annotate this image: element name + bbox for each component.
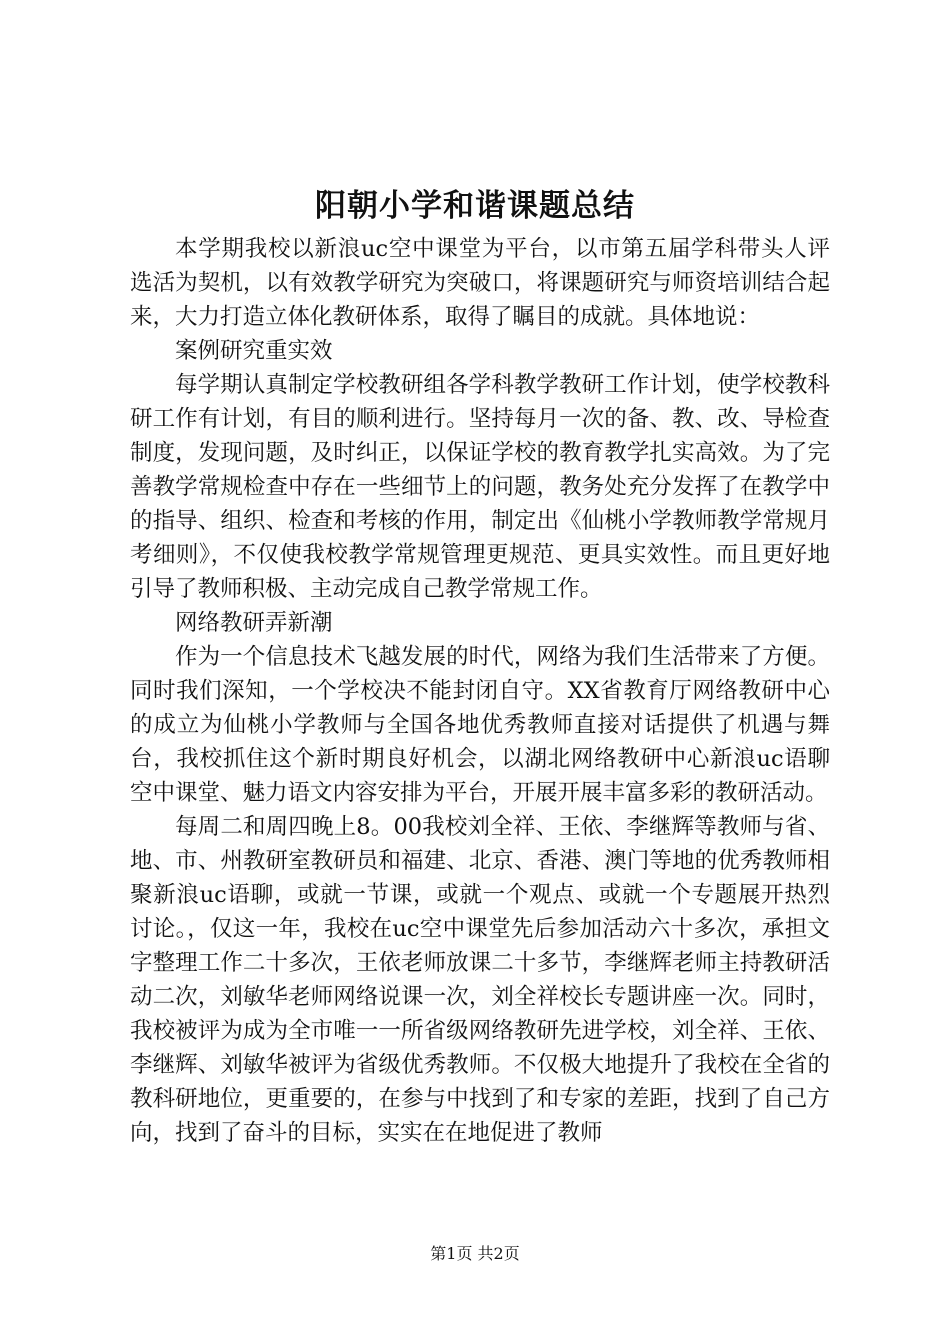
page-number: 第1页 共2页 bbox=[430, 1244, 520, 1263]
paragraph-online-research: 作为一个信息技术飞越发展的时代，网络为我们生活带来了方便。同时我们深知，一个学校决不能封闭自守。XX省教育厅网络教研中心的成立为仙桃小学教师与全国各地优秀教师直接对话提供了机遇与舞台，我校抓住这个新时期良好机会，以湖北网络教研中心新浪uc语聊空中课堂、魅力语文内容安排为平台，开展开展丰富多彩的教研活动。 bbox=[130, 644, 830, 806]
paragraph-weekly-activities: 每周二和周四晚上8。00我校刘全祥、王依、李继辉等教师与省、地、市、州教研室教研员和福建、北京、香港、澳门等地的优秀教师相聚新浪uc语聊，或就一节课，或就一个观点、或就一个专题展开热烈讨论。，仅这一年，我校在uc空中课堂先后参加活动六十多次，承担文字整理工作二十多次，王依老师放课二十多节，李继辉老师主持教研活动二次，刘敏华老师网络说课一次，刘全祥校长专题讲座一次。同时，我校被评为成为全市唯一一所省级网络教研先进学校，刘全祥、王依、李继辉、刘敏华被评为省级优秀教师。不仅极大地提升了我校在全省的教科研地位，更重要的，在参与中找到了和专家的差距，找到了自己方向，找到了奋斗的目标，实实在在地促进了教师 bbox=[130, 814, 830, 1146]
section-heading-case-study: 案例研究重实效 bbox=[175, 338, 333, 364]
section-heading-online-research: 网络教研弄新潮 bbox=[175, 610, 333, 636]
paragraph-case-study: 每学期认真制定学校教研组各学科教学教研工作计划，使学校教科研工作有计划，有目的顺利进行。坚持每月一次的备、教、改、导检查制度，发现问题，及时纠正，以保证学校的教育教学扎实高效。为了完善教学常规检查中存在一些细节上的问题，教务处充分发挥了在教学中的指导、组织、检查和考核的作用，制定出《仙桃小学教师教学常规月考细则》，不仅使我校教学常规管理更规范、更具实效性。而且更好地引导了教师积极、主动完成自己教学常规工作。 bbox=[130, 372, 830, 602]
document-body bbox=[130, 232, 830, 1150]
document-title: 阳朝小学和谐课题总结 bbox=[315, 188, 635, 224]
paragraph-intro: 本学期我校以新浪uc空中课堂为平台，以市第五届学科带头人评选活为契机，以有效教学研究为突破口，将课题研究与师资培训结合起来，大力打造立体化教研体系，取得了瞩目的成就。具体地说： bbox=[130, 236, 830, 330]
